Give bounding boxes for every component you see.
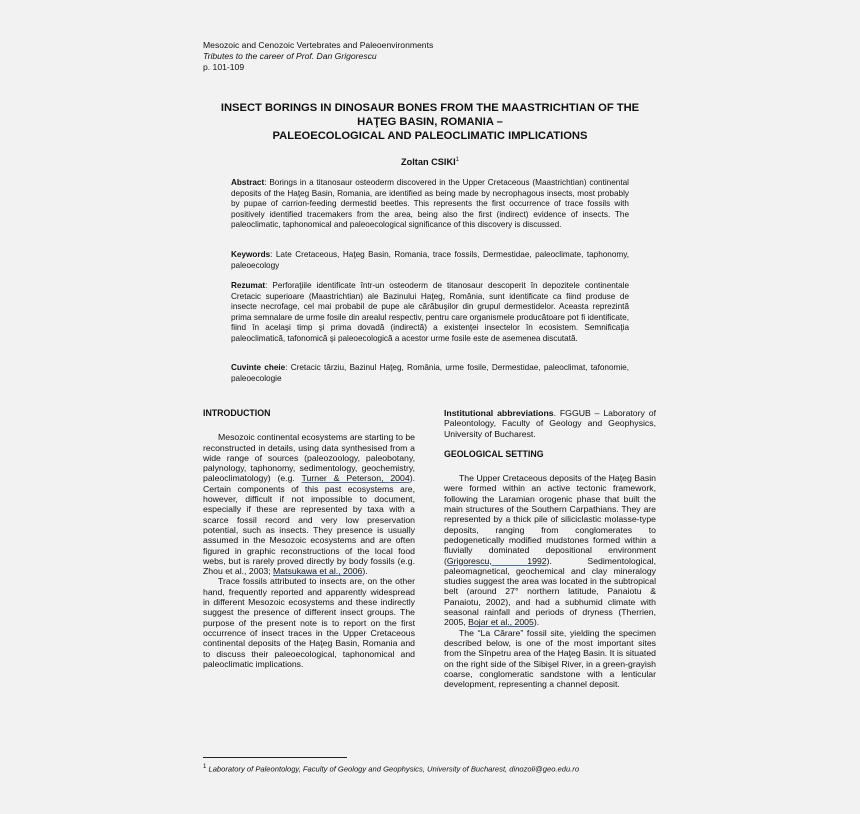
geological-setting-heading: GEOLOGICAL SETTING [444, 448, 544, 459]
journal-title: Mesozoic and Cenozoic Vertebrates and Paleoenvironments [203, 40, 434, 50]
abstract-block [231, 178, 629, 231]
cuvinte-text: : Cretacic târziu, Bazinul Haţeg, România, urme fosile, Dermestidae, paleoclimat, tafonomie, paleoecologie [231, 363, 629, 383]
introduction-heading: INTRODUCTION [203, 408, 271, 418]
keywords-text: : Late Cretaceous, Haţeg Basin, Romania, trace fossils, Dermestidae, paleoclimate, taphonomy, paleoecology [231, 250, 629, 270]
geo-paragraph-2: The “La Cărare” fossil site, yielding the specimen described below, is one of the most important sites from the Sînpetru area of the Haţeg Basin. It is situated on the right side of the Sibişel River, in a green-grayish coarse, conglomeratic sandstone with a lenticular development, representing a channel deposit. [444, 627, 656, 690]
volume-subtitle: Tributes to the career of Prof. Dan Grigorescu [203, 51, 377, 61]
left-column [203, 408, 415, 669]
abstract-text: : Borings in a titanosaur osteoderm discovered in the Upper Cretaceous (Maastrichtian) continental deposits of the Haţeg Basin, Romania, are identified as being made by necrophagous insects, most probably by pupae of carrion-feeding dermestid beetles. This represents the first occurrence of trace fossils with positively identified tracemakers from the area, being also the first (indirect) evidence of insects. The paleoclimatic, taphonomical and paleoecological significance of this discovery is discussed. [231, 178, 629, 229]
geo-p1-text-a: The Upper Cretaceous deposits of the Haţeg Basin were formed within an active tectonic framework, following the Laramian orogenic phase that built the main structures of the Southern Carpathians. They are represented by a thick pile of siliciclastic molasse-type deposits, ranging from conglomerates to pedogenetically modified mudstones formed within a fluvially dominated depositional environment ( [444, 473, 656, 566]
ref-link-bojar[interactable]: Bojar et al., 2005 [468, 617, 534, 628]
ref-link-matsukawa[interactable]: Matsukawa et al., 2006 [273, 566, 363, 577]
footnote-mark: 1 [203, 764, 207, 770]
author-name: Zoltan CSIKI [401, 157, 456, 168]
footnote [203, 762, 579, 775]
footnote-divider [203, 757, 347, 758]
author-affil-mark: 1 [455, 157, 459, 163]
keywords-label: Keywords [231, 250, 271, 259]
abbrev-label: Institutional abbreviations [444, 408, 554, 418]
article-title [190, 101, 670, 143]
rezumat-label: Rezumat [231, 281, 266, 290]
intro-p1-text-a: Mesozoic continental ecosystems are starting to be reconstructed in details, using data synthesised from a wide range of sources (paleozoology, paleobotany, palynology, taphonomy, sedimentology, geochemistry, paleoclimatology) (e.g. [203, 432, 416, 484]
ref-link-grigorescu[interactable]: Grigorescu, 1992 [446, 555, 547, 566]
intro-paragraph-2: Trace fossils attributed to insects are, on the other hand, frequently reported and apparently widespread in different Mesozoic ecosystems and these indirectly suggest the presence of different insect groups. The purpose of the present note is to report on the first occurrence of insect traces in the Upper Cretaceous continental deposits of the Haţeg Basin, Romania and to discuss their paleoecological, taphonomical and paleoclimatic implications. [203, 576, 415, 669]
abbrev-text: . FGGUB – Laboratory of Paleontology, Faculty of Geology and Geophysics, University of Bucharest. [444, 408, 656, 439]
rezumat-block [231, 281, 629, 344]
footnote-text: Laboratory of Paleontology, Faculty of Geology and Geophysics, University of Bucharest, dinozoli@geo.edu.ro [208, 764, 580, 774]
intro-paragraph-1 [203, 432, 415, 576]
intro-p1-text-c: ). [362, 566, 368, 577]
page-range: p. 101-109 [203, 62, 245, 72]
cuvinte-cheie-block [231, 363, 629, 384]
cuvinte-label: Cuvinte cheie [231, 363, 286, 372]
abstract-label: Abstract [231, 178, 265, 187]
author-line [190, 154, 670, 168]
abbreviations-paragraph [444, 408, 656, 439]
rezumat-text: : Perforaţiile identificate într-un osteoderm de titanosaur descoperit în depozitele continentale Cretacic superioare (Maastrichtian) ale Bazinului Haţeg, România, sunt identificate ca fiind produse de insecte necrofage, cel mai probabil de pupe ale cărăbuşilor din grupul dermestidelor. Aceasta reprezintă prima semnalare de urme fosile din arealul respectiv, pentru care organismele producătoare pot fi identificate, fiind în acelaşi timp şi prima dovadă (indirectă) a existenţei insectelor în ecosistem. Semnificaţia paleoclimatică, tafonomică şi paleoecologică a acestor urme fosile este de asemenea discutată. [231, 281, 629, 343]
keywords-block [231, 250, 629, 271]
geo-paragraph-1 [444, 473, 656, 627]
title-line-2: HAŢEG BASIN, ROMANIA – [357, 116, 503, 128]
title-line-3: PALEOECOLOGICAL AND PALEOCLIMATIC IMPLICATIONS [272, 130, 588, 142]
intro-p1-text-b: ). Certain components of this past ecosystems are, however, difficult if not impossible to document, especially if these are represented by taxa with a scarce fossil record and very low preservation potential, such as insects. They presence is usually assumed in the Mesozoic ecosystems and are often figured in graphic reconstructions of the local food webs, but is rarely proved directly by body fossils (e.g. Zhou et al., 2003; [203, 473, 415, 577]
ref-link-turner[interactable]: Turner & Peterson, 2004 [301, 473, 410, 484]
geo-p1-text-b: ). Sedimentological, paleomagnetical, geochemical and clay mineralogy studies suggest the area was located in the subtropical belt (around 27° northern latitude, Panaiotu & Panaiotu, 2002), and had a subhumid climate with seasonal rainfall and periods of dryness (Therrien, 2005, [444, 555, 656, 628]
right-column [444, 408, 656, 689]
journal-header [203, 40, 433, 73]
title-line-1: INSECT BORINGS IN DINOSAUR BONES FROM THE MAASTRICHTIAN OF THE [220, 102, 640, 114]
geo-p1-text-c: ). [533, 617, 540, 628]
